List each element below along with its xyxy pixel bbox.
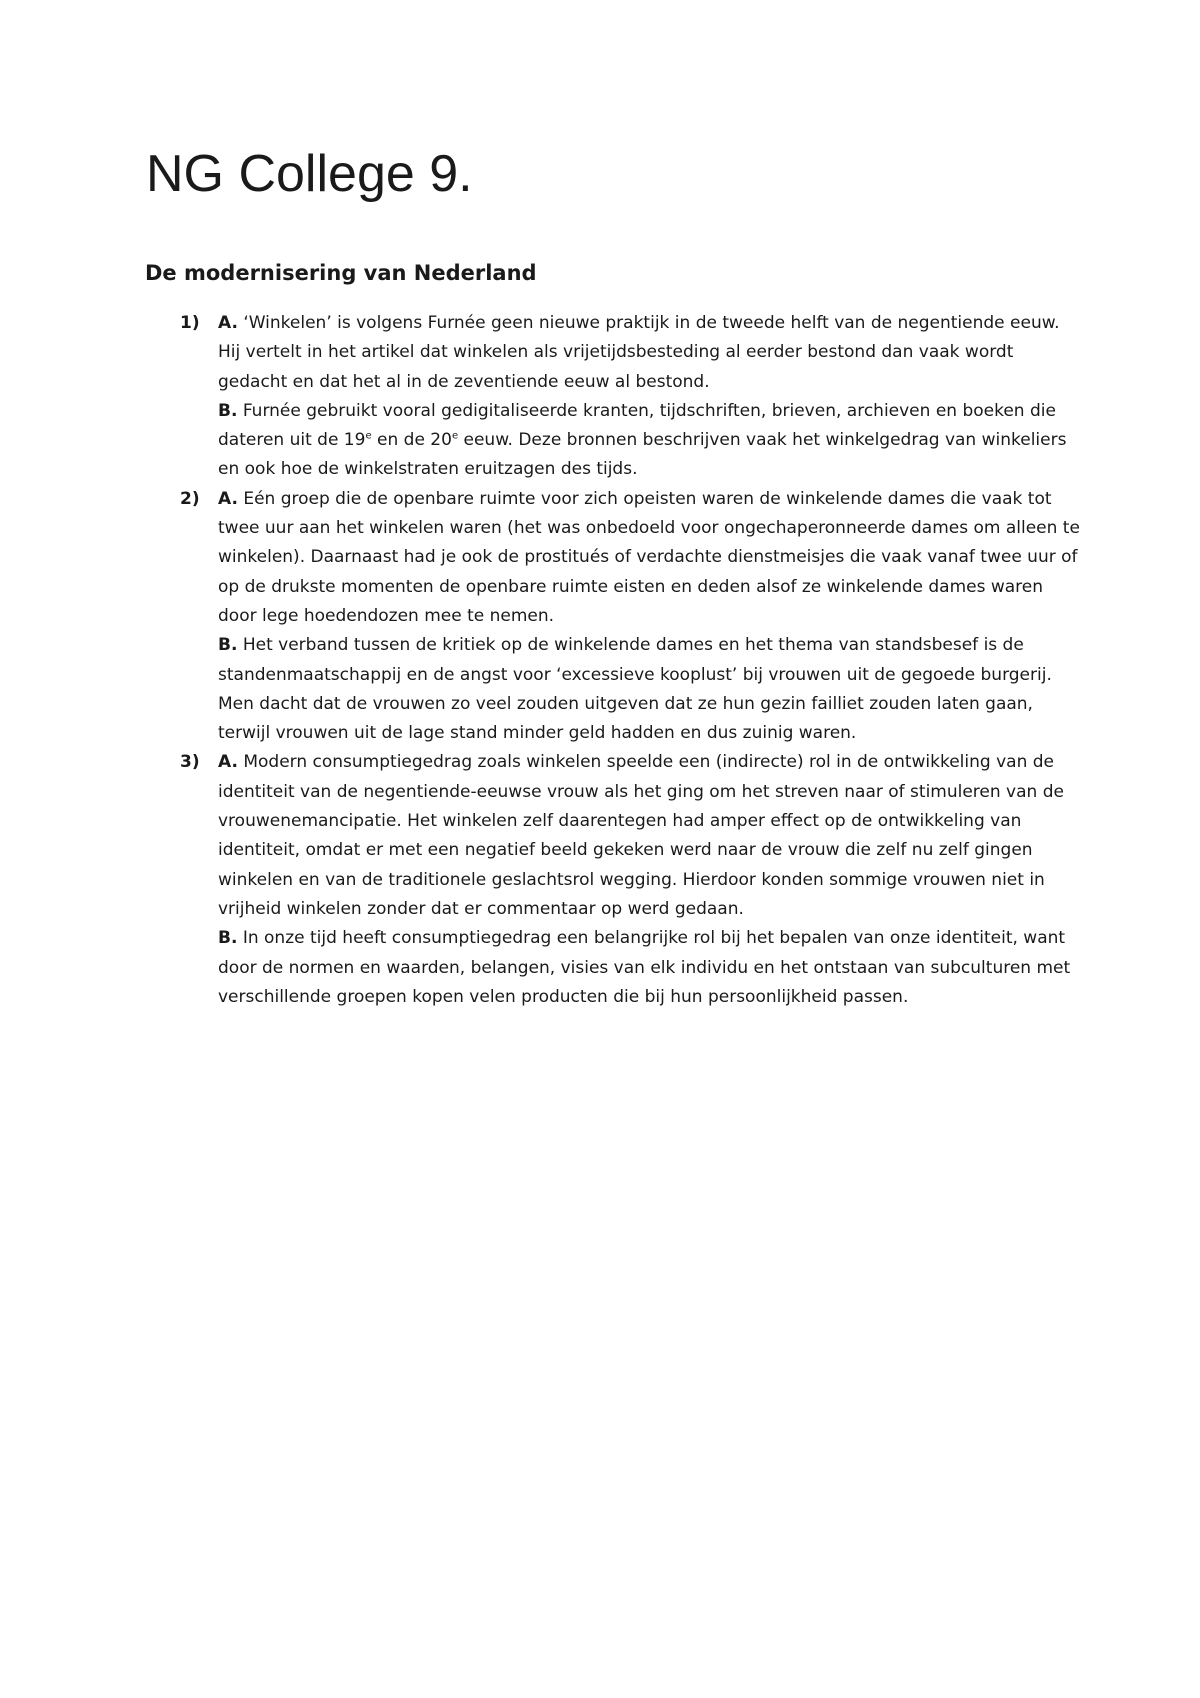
question-list (180, 309, 1080, 1012)
answer-text: ‘Winkelen’ is volgens Furnée geen nieuwe praktijk in de tweede helft van de negentiende eeuw. Hij vertelt in het artikel dat winkelen als vrijetijdsbesteding al eerder bestond dan vaak wordt gedacht en dat het al in de zeventiende eeuw al bestond. (218, 313, 1060, 392)
question-item-1 (180, 309, 1080, 485)
answer-b (218, 924, 1080, 1012)
answer-label: B. (218, 400, 238, 421)
superscript: e (451, 430, 459, 442)
answer-text: Het verband tussen de kritiek op de winkelende dames en het thema van standsbesef is de standenmaatschappij en de angst voor ‘excessieve kooplust’ bij vrouwen uit de gegoede burgerij. Men dacht dat de vrouwen zo veel zouden uitgeven dat ze hun gezin failliet zouden laten gaan, terwijl vrouwen uit de lage stand minder geld hadden en dus zuinig waren. (218, 635, 1052, 744)
answer-label: A. (218, 488, 238, 509)
answer-a (218, 748, 1080, 924)
superscript: e (365, 430, 372, 442)
answer-text: eeuw. Deze bronnen beschrijven vaak het winkelgedrag van winkeliers en ook hoe de winkelstraten eruitzagen des tijds. (218, 430, 1067, 480)
answer-b (218, 631, 1080, 748)
answer-label: B. (218, 635, 238, 656)
answer-text: In onze tijd heeft consumptiegedrag een belangrijke rol bij het bepalen van onze identiteit, want door de normen en waarden, belangen, visies van elk individu en het ontstaan van subculturen met verschillende groepen kopen velen producten die bij hun persoonlijkheid passen. (218, 928, 1071, 1007)
question-number: 2) (180, 488, 200, 509)
answer-label: A. (218, 752, 238, 773)
page-title: NG College 9. (146, 145, 473, 203)
question-item-3 (180, 748, 1080, 1012)
answer-a (218, 485, 1080, 631)
section-heading: De modernisering van Nederland (145, 261, 537, 285)
answer-text: Furnée gebruikt vooral gedigitaliseerde kranten, tijdschriften, brieven, archieven en boeken die dateren uit de 19 (218, 400, 1056, 451)
answer-a (218, 309, 1080, 397)
answer-text: Eén groep die de openbare ruimte voor zich opeisten waren de winkelende dames die vaak tot twee uur aan het winkelen waren (het was onbedoeld voor ongechaperonneerde dames om alleen te winkelen). Daarnaast had je ook de prostitués of verdachte dienstmeisjes die vaak vanaf twee uur of op de drukste momenten de openbare ruimte eisten en deden alsof ze winkelende dames waren door lege hoedendozen mee te nemen. (218, 488, 1080, 626)
question-item-2 (180, 485, 1080, 749)
answer-text: Modern consumptiegedrag zoals winkelen speelde een (indirecte) rol in de ontwikkeling van de identiteit van de negentiende-eeuwse vrouw als het ging om het streven naar of stimuleren van de vrouwenemancipatie. Het winkelen zelf daarentegen had amper effect op de ontwikkeling van identiteit, omdat er met een negatief beeld gekeken werd naar de vrouw die zelf nu zelf gingen winkelen en van de traditionele geslachtsrol wegging. Hierdoor konden sommige vrouwen niet in vrijheid winkelen zonder dat er commentaar op werd gedaan. (218, 752, 1064, 919)
answer-label: A. (218, 313, 238, 333)
answer-label: B. (218, 928, 238, 949)
question-number: 1) (180, 313, 200, 333)
question-number: 3) (180, 752, 200, 773)
answer-text: en de 20 (371, 430, 452, 451)
answer-b (218, 397, 1080, 485)
